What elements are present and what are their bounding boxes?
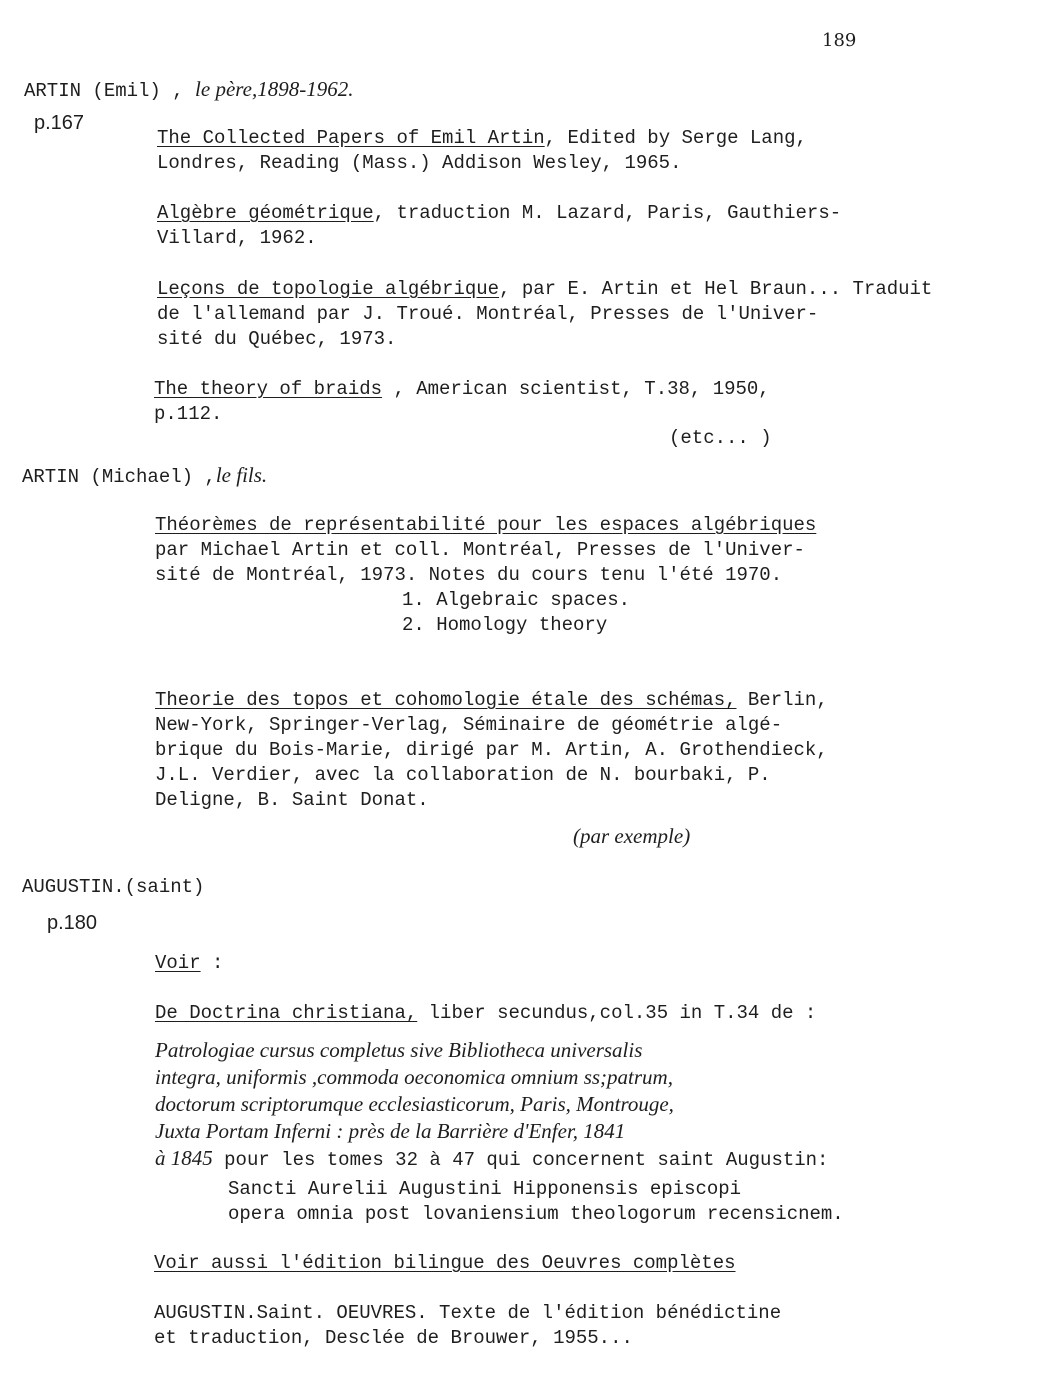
opera-omnia-reference: Sancti Aurelii Augustini Hipponensis episcopi opera omnia post lovaniensium theologorum recensicnem. (228, 1178, 844, 1225)
page-reference: p.180 (47, 912, 98, 934)
author-name: ARTIN (Michael) , (22, 466, 216, 488)
bib-entry: Algèbre géométrique, traduction M. Lazard, Paris, Gauthiers- Villard, 1962. (157, 202, 842, 249)
numbered-list (402, 588, 630, 638)
author-heading-emil (24, 77, 353, 104)
author-heading-michael (22, 463, 267, 490)
list-item: 1. Algebraic spaces. (402, 589, 631, 611)
author-heading-augustin: AUGUSTIN.(saint) (22, 876, 205, 898)
page-number: 189 (822, 30, 857, 51)
bib-title: The Collected Papers of Emil Artin (157, 127, 545, 149)
page-reference: p.167 (34, 112, 85, 134)
author-qualifier: le fils. (215, 463, 268, 487)
author-name: ARTIN (Emil) , (24, 80, 184, 102)
bib-title: The theory of braids (154, 378, 383, 400)
bib-title: Algèbre géométrique (157, 202, 374, 224)
oeuvres-entry: AUGUSTIN.Saint. OEUVRES. Texte de l'édition bénédictine et traduction, Desclée de Brouwer, 1955... (154, 1302, 782, 1349)
bib-title: Leçons de topologie algébrique (157, 278, 500, 300)
bib-entry: The theory of braids , American scientist, T.38, 1950, p.112. (154, 378, 770, 425)
author-qualifier: le père,1898-1962. (195, 77, 354, 101)
bib-title: Theorie des topos et cohomologie étale des schémas, (155, 689, 737, 711)
etc-note: (etc... ) (669, 427, 772, 449)
bib-title: Théorèmes de représentabilité pour les espaces algébriques (155, 514, 817, 536)
bib-title: De Doctrina christiana, (155, 1002, 418, 1024)
voir-aussi-heading: Voir aussi l'édition bilingue des Oeuvres complètes (154, 1252, 736, 1274)
bib-entry: Théorèmes de représentabilité pour les espaces algébriques par Michael Artin et coll. Montréal, Presses de l'Univer- sité de Montréal, 1973. Notes du cours tenu l'été 1970. (155, 514, 817, 586)
bib-entry: Leçons de topologie algébrique, par E. Artin et Hel Braun... Traduit de l'allemand par J. Troué. Montréal, Presses de l'Univer- sité du Québec, 1973. (157, 278, 933, 350)
bib-entry: The Collected Papers of Emil Artin, Edited by Serge Lang, Londres, Reading (Mass.) Addison Wesley, 1965. (157, 127, 807, 174)
voir-label: Voir : (155, 952, 224, 974)
example-note: (par exemple) (573, 824, 691, 848)
bib-entry: De Doctrina christiana, liber secundus,col.35 in T.34 de : (155, 1002, 817, 1024)
list-item: 2. Homology theory (402, 614, 608, 636)
patrologia-reference: Patrologiae cursus completus sive Bibliotheca universalis integra, uniformis ,commoda oeconomica omnium ss;patrum, doctorum scriptorumque ecclesiasticorum, Paris, Montrouge, Juxta Portam Inferni : près de la Barrière d'Enfer, 1841 à 1845 pour les tomes 32 à 47 qui concernent saint Augustin: (155, 1038, 829, 1171)
bib-entry: Theorie des topos et cohomologie étale des schémas, Berlin, New-York, Springer-Verlag, Séminaire de géométrie algé- brique du Bois-Marie, dirigé par M. Artin, A. Grothendieck, J.L. Verdier, avec la collaboration de N. bourbaki, P. Deligne, B. Saint Donat. (155, 689, 828, 811)
